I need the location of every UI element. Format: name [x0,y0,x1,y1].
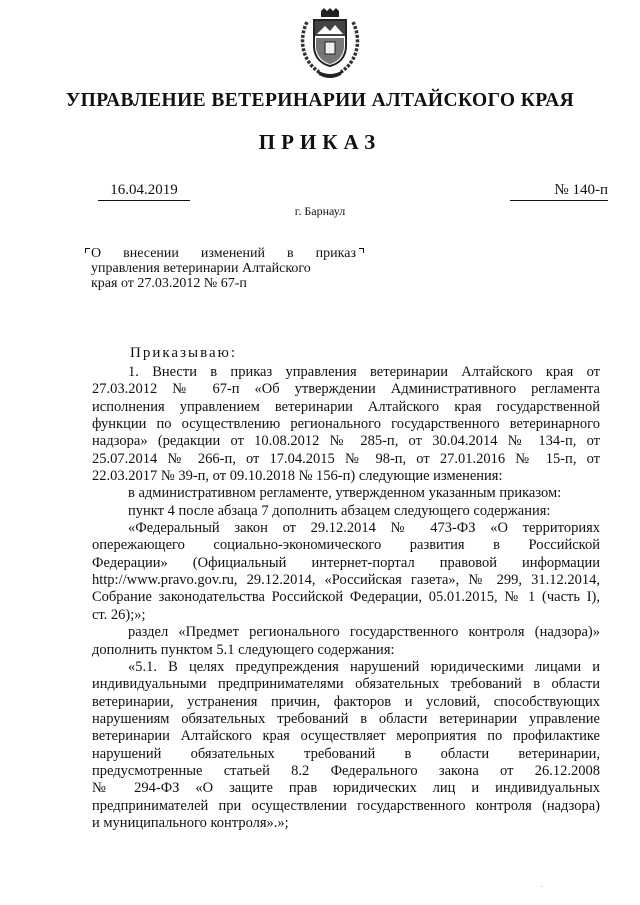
body-line: предпринимателей при осуществлении государственного контроля (надзора) [92,797,600,814]
document-subject [91,246,356,291]
body-line: «5.1. В целях предупреждения нарушений юридическими лицами и [128,658,600,675]
subject-line: края от 27.03.2012 № 67-п [91,276,247,291]
body-line: надзора» (редакции от 10.08.2012 № 285-п, от 30.04.2014 № 134-п, от [92,433,600,450]
document-body [92,364,600,832]
body-line: 25.07.2014 № 266-п, от 17.04.2015 № 98-п, от 27.01.2016 № 15-п, от [92,450,600,467]
body-line: в административном регламенте, утвержденном указанным приказом: [128,485,562,502]
subject-bracket-right [359,248,364,253]
body-line: ветеринарии, устранения причин, факторов и условий, способствующих [92,693,600,710]
body-line: исполнения управлением ветеринарии Алтайского края государственной [92,398,600,415]
body-line: нарушениям обязательных требований в области ветеринарии управление [92,710,600,727]
order-directive-word: Приказываю: [130,345,237,361]
body-line: индивидуальными предпринимателями обязательных требований в области [92,676,600,693]
coat-of-arms-emblem [299,8,361,80]
body-line: функции по осуществлению регионального государственного ветеринарного [92,416,600,433]
subject-bracket-left [85,248,90,253]
body-line: опережающего социально-экономического развития в Российской [92,537,600,554]
body-line: № 294-ФЗ «О защите прав юридических лиц и индивидуальных [92,780,600,797]
document-date: 16.04.2019 [98,182,190,201]
body-line: раздел «Предмет регионального государственного контроля (надзора)» [128,624,600,641]
body-line: пункт 4 после абзаца 7 дополнить абзацем следующего содержания: [128,502,551,519]
page-footer-mark: . [541,880,543,889]
body-line: Собрание законодательства Российской Федерации, 05.01.2015, № 1 (часть I), [92,589,600,606]
body-line: ст. 26);»; [92,606,146,623]
document-type-title: ПРИКАЗ [258,130,382,154]
body-line: Федерации» (Официальный интернет-портал правовой информации [92,554,600,571]
body-line: ветеринарии Алтайского края осуществляет мероприятия по профилактике [92,728,600,745]
body-line: 22.03.2017 № 39-п, от 09.10.2018 № 156-п) следующие изменения: [92,468,503,485]
body-line: нарушений обязательных требований в области ветеринарии, [92,745,600,762]
body-line: предусмотренные статьей 8.2 Федерального закона от 26.12.2008 [92,762,600,779]
organization-title: УПРАВЛЕНИЕ ВЕТЕРИНАРИИ АЛТАЙСКОГО КРАЯ [65,90,575,111]
body-line: 27.03.2012 № 67-п «Об утверждении Административного регламента [92,381,600,398]
body-line: 1. Внести в приказ управления ветеринарии Алтайского края от [128,364,600,380]
body-line: «Федеральный закон от 29.12.2014 № 473-ФЗ «О территориях [128,520,600,537]
document-number: № 140-п [510,182,608,201]
subject-line: управления ветеринарии Алтайского [91,261,311,276]
body-line: дополнить пунктом 5.1 следующего содержания: [92,641,395,658]
body-line: и муниципального контроля».»; [92,814,289,831]
document-city: г. Барнаул [294,204,346,218]
body-line: http://www.pravo.gov.ru, 29.12.2014, «Российская газета», № 299, 31.12.2014, [92,572,600,589]
subject-line: О внесении изменений в приказ [91,246,356,261]
